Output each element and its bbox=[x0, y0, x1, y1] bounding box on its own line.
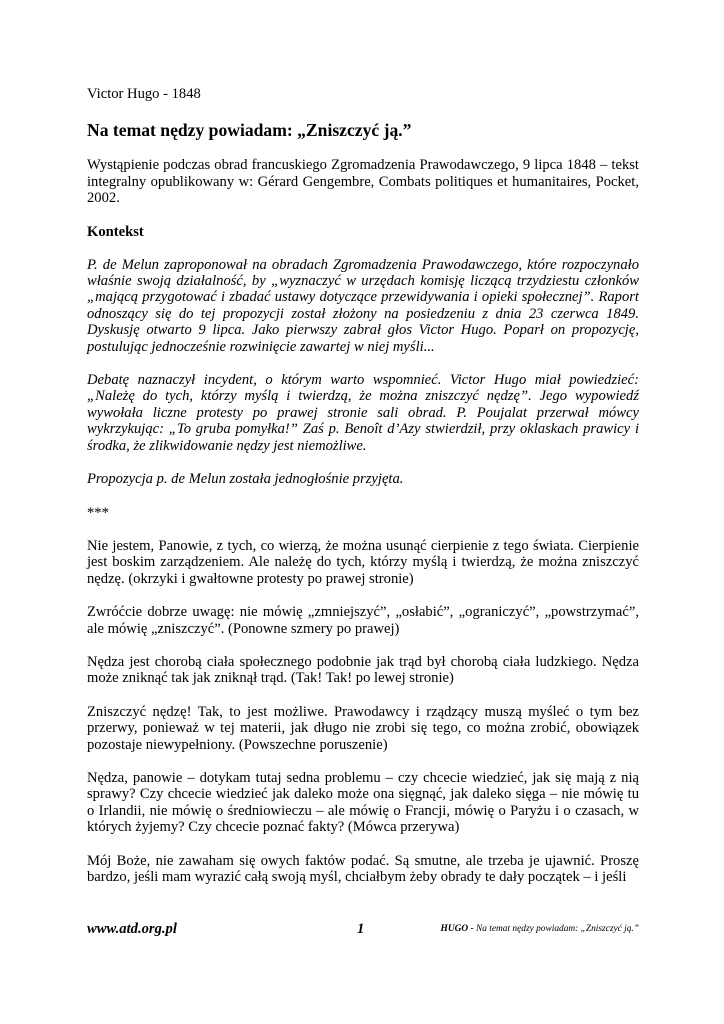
context-paragraph: Propozycja p. de Melun została jednogłośnie przyjęta. bbox=[87, 471, 404, 488]
document-title: Na temat nędzy powiadam: „Zniszczyć ją.” bbox=[87, 120, 412, 141]
running-title-text: Na temat nędzy powiadam: „Zniszczyć ją.” bbox=[473, 924, 639, 934]
speech-paragraph: Nie jestem, Panowie, z tych, co wierzą, że można usunąć cierpienie z tego świata. Cierpienie jest boskim zarządzeniem. Ale należę do tych, którzy myślą i twierdzą, że można zniszczyć nędzę. (okrzyki i gwałtowne protesty po prawej stronie) bbox=[87, 537, 639, 587]
speech-paragraph: Zwróćcie dobrze uwagę: nie mówię „zmniejszyć”, „osłabić”, „ograniczyć”, „powstrzymać”, ale mówię „zniszczyć”. (Ponowne szmery po prawej) bbox=[87, 604, 639, 637]
page-footer bbox=[87, 921, 639, 937]
author-line: Victor Hugo - 1848 bbox=[87, 86, 201, 102]
speech-paragraph: Zniszczyć nędzę! Tak, to jest możliwe. Prawodawcy i rządzący muszą myśleć o tym bez przerwy, ponieważ w tej materii, jak długo nie zrobi się tego, co można zrobić, obowiązek pozostaje niewypełniony. (Powszechne poruszenie) bbox=[87, 703, 639, 753]
intro-paragraph: Wystąpienie podczas obrad francuskiego Zgromadzenia Prawodawczego, 9 lipca 1848 – tekst integralny opublikowany w: Gérard Gengembre, Combats politiques et humanitaires, Pocket, 2002. bbox=[87, 157, 639, 207]
speech-paragraph: Mój Boże, nie zawaham się owych faktów podać. Są smutne, ale trzeba je ujawnić. Proszę bardzo, jeśli mam wyrazić całą swoją myśl, chciałbym żeby obrady te dały początek – i jeśli bbox=[87, 852, 639, 885]
page-number: 1 bbox=[357, 921, 365, 937]
context-paragraph: Debatę naznaczył incydent, o którym warto wspomnieć. Victor Hugo miał powiedzieć: „Należę do tych, którzy myślą i twierdzą, że można zniszczyć nędzę”. Jego wypowiedź wywołała liczne protesty po prawej stronie sali obrad. P. Poujalat przerwał mówcy wykrzykując: „To gruba pomyłka!” Zaś p. Benoît d’Azy stwierdził, przy oklaskach prawicy i środka, że zlikwidowanie nędzy jest niemożliwe. bbox=[87, 372, 639, 454]
running-title bbox=[441, 924, 639, 934]
page-content bbox=[87, 86, 639, 902]
context-paragraph: P. de Melun zaproponował na obradach Zgromadzenia Prawodawczego, które rozpoczynało właśnie swoją działalność, by „wyznaczyć w urzędach komisję liczącą trzydziestu członków „mającą przygotować i zbadać ustawy dotyczące przewidywania i opieki społecznej”. Raport odnoszący się do tej propozycji został złożony na posiedzeniu z dnia 23 czerwca 1849. Dyskusję otwarto 9 lipca. Jako pierwszy zabrał głos Victor Hugo. Poparł on propozycję, postulując jednocześnie rozwinięcie zawartej w niej myśli... bbox=[87, 256, 639, 355]
running-author: HUGO - bbox=[440, 924, 474, 934]
speech-paragraph: Nędza, panowie – dotykam tutaj sedna problemu – czy chcecie wiedzieć, jak się mają z nią sprawy? Czy chcecie wiedzieć jak daleko może ona sięgnąć, jak daleko sięga – nie mówię tu o Irlandii, nie mówię o średniowieczu – ale mówię o Francji, mówię o Paryżu i o czasach, w których żyjemy? Czy chcecie poznać fakty? (Mówca przerywa) bbox=[87, 769, 639, 836]
speech-paragraph: Nędza jest chorobą ciała społecznego podobnie jak trąd był chorobą ciała ludzkiego. Nędza może zniknąć tak jak zniknął trąd. (Tak! Tak! po lewej stronie) bbox=[87, 653, 639, 687]
footer-website-link[interactable]: www.atd.org.pl bbox=[87, 921, 177, 937]
section-separator: *** bbox=[87, 504, 109, 521]
context-heading: Kontekst bbox=[87, 223, 144, 240]
